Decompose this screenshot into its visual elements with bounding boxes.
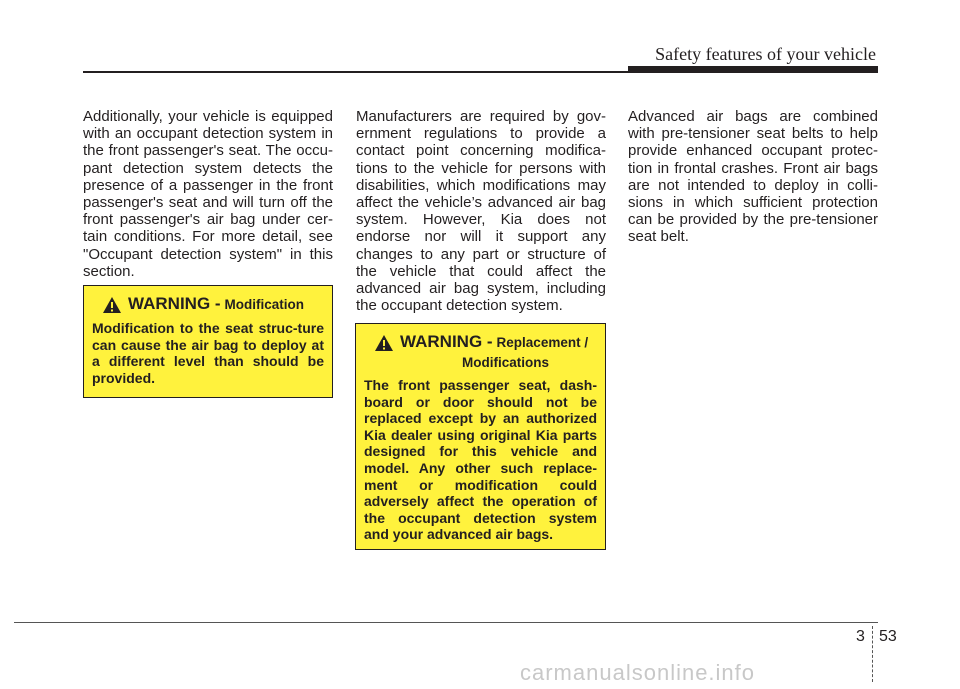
footer-rule [14, 622, 878, 623]
paragraph: Additionally, your vehicle is equipped with an occupant detection system in the front passenger's seat. The occu-pant detection system detects the presence of a passenger in the front passenger's seat and will turn off the front passenger's air bag under cer-tain conditions. For more detail, see "Occupant detection system" in this section. [83, 108, 333, 280]
warning-subtitle: Modification [224, 297, 305, 312]
warning-triangle-icon [374, 334, 394, 352]
warning-body: The front passenger seat, dash-board or door should not be replaced except by an authorized Kia dealer using original Kia parts designed for this vehicle and model. Any other such replace-ment or modification could adversely affect the operation of the occupant detection system and your advanced air bags. [364, 377, 597, 543]
text-column-2 [356, 108, 606, 314]
chapter-number: 3 [856, 628, 865, 645]
warning-label: WARNING - [128, 294, 221, 313]
text-column-3 [628, 108, 878, 246]
warning-subtitle: Replacement / [496, 335, 589, 350]
warning-triangle-icon [102, 296, 122, 314]
page-number-divider [872, 626, 874, 682]
page-number: 53 [879, 628, 897, 645]
paragraph: Manufacturers are required by gov-ernment regulations to provide a contact point concerning modifica-tions to the vehicle for persons with disabilities, which modifications may affect the vehicle’s advanced air bag system. However, Kia does not endorse nor will it support any changes to any part or structure of the vehicle that could affect the advanced air bag system, including the occupant detection system. [356, 108, 606, 315]
warning-heading [102, 294, 324, 314]
paragraph: Advanced air bags are combined with pre-tensioner seat belts to help provide enhanced occupant protec-tion in frontal crashes. Front air bags are not intended to deploy in colli-sions in which sufficient protection can be provided by the pre-tensioner seat belt. [628, 108, 878, 246]
warning-heading [374, 332, 597, 352]
text-column-1 [83, 108, 333, 280]
warning-box-replacement [355, 323, 606, 550]
warning-label: WARNING - [400, 332, 493, 351]
section-title: Safety features of your vehicle [655, 44, 876, 64]
warning-body: Modification to the seat struc-ture can cause the air bag to deploy at a different level than should be provided. [92, 320, 324, 386]
warning-subtitle-line-2: Modifications [462, 355, 549, 370]
header-rule-accent [628, 66, 878, 72]
warning-box-modification [83, 285, 333, 398]
watermark: carmanualsonline.info [520, 660, 756, 685]
